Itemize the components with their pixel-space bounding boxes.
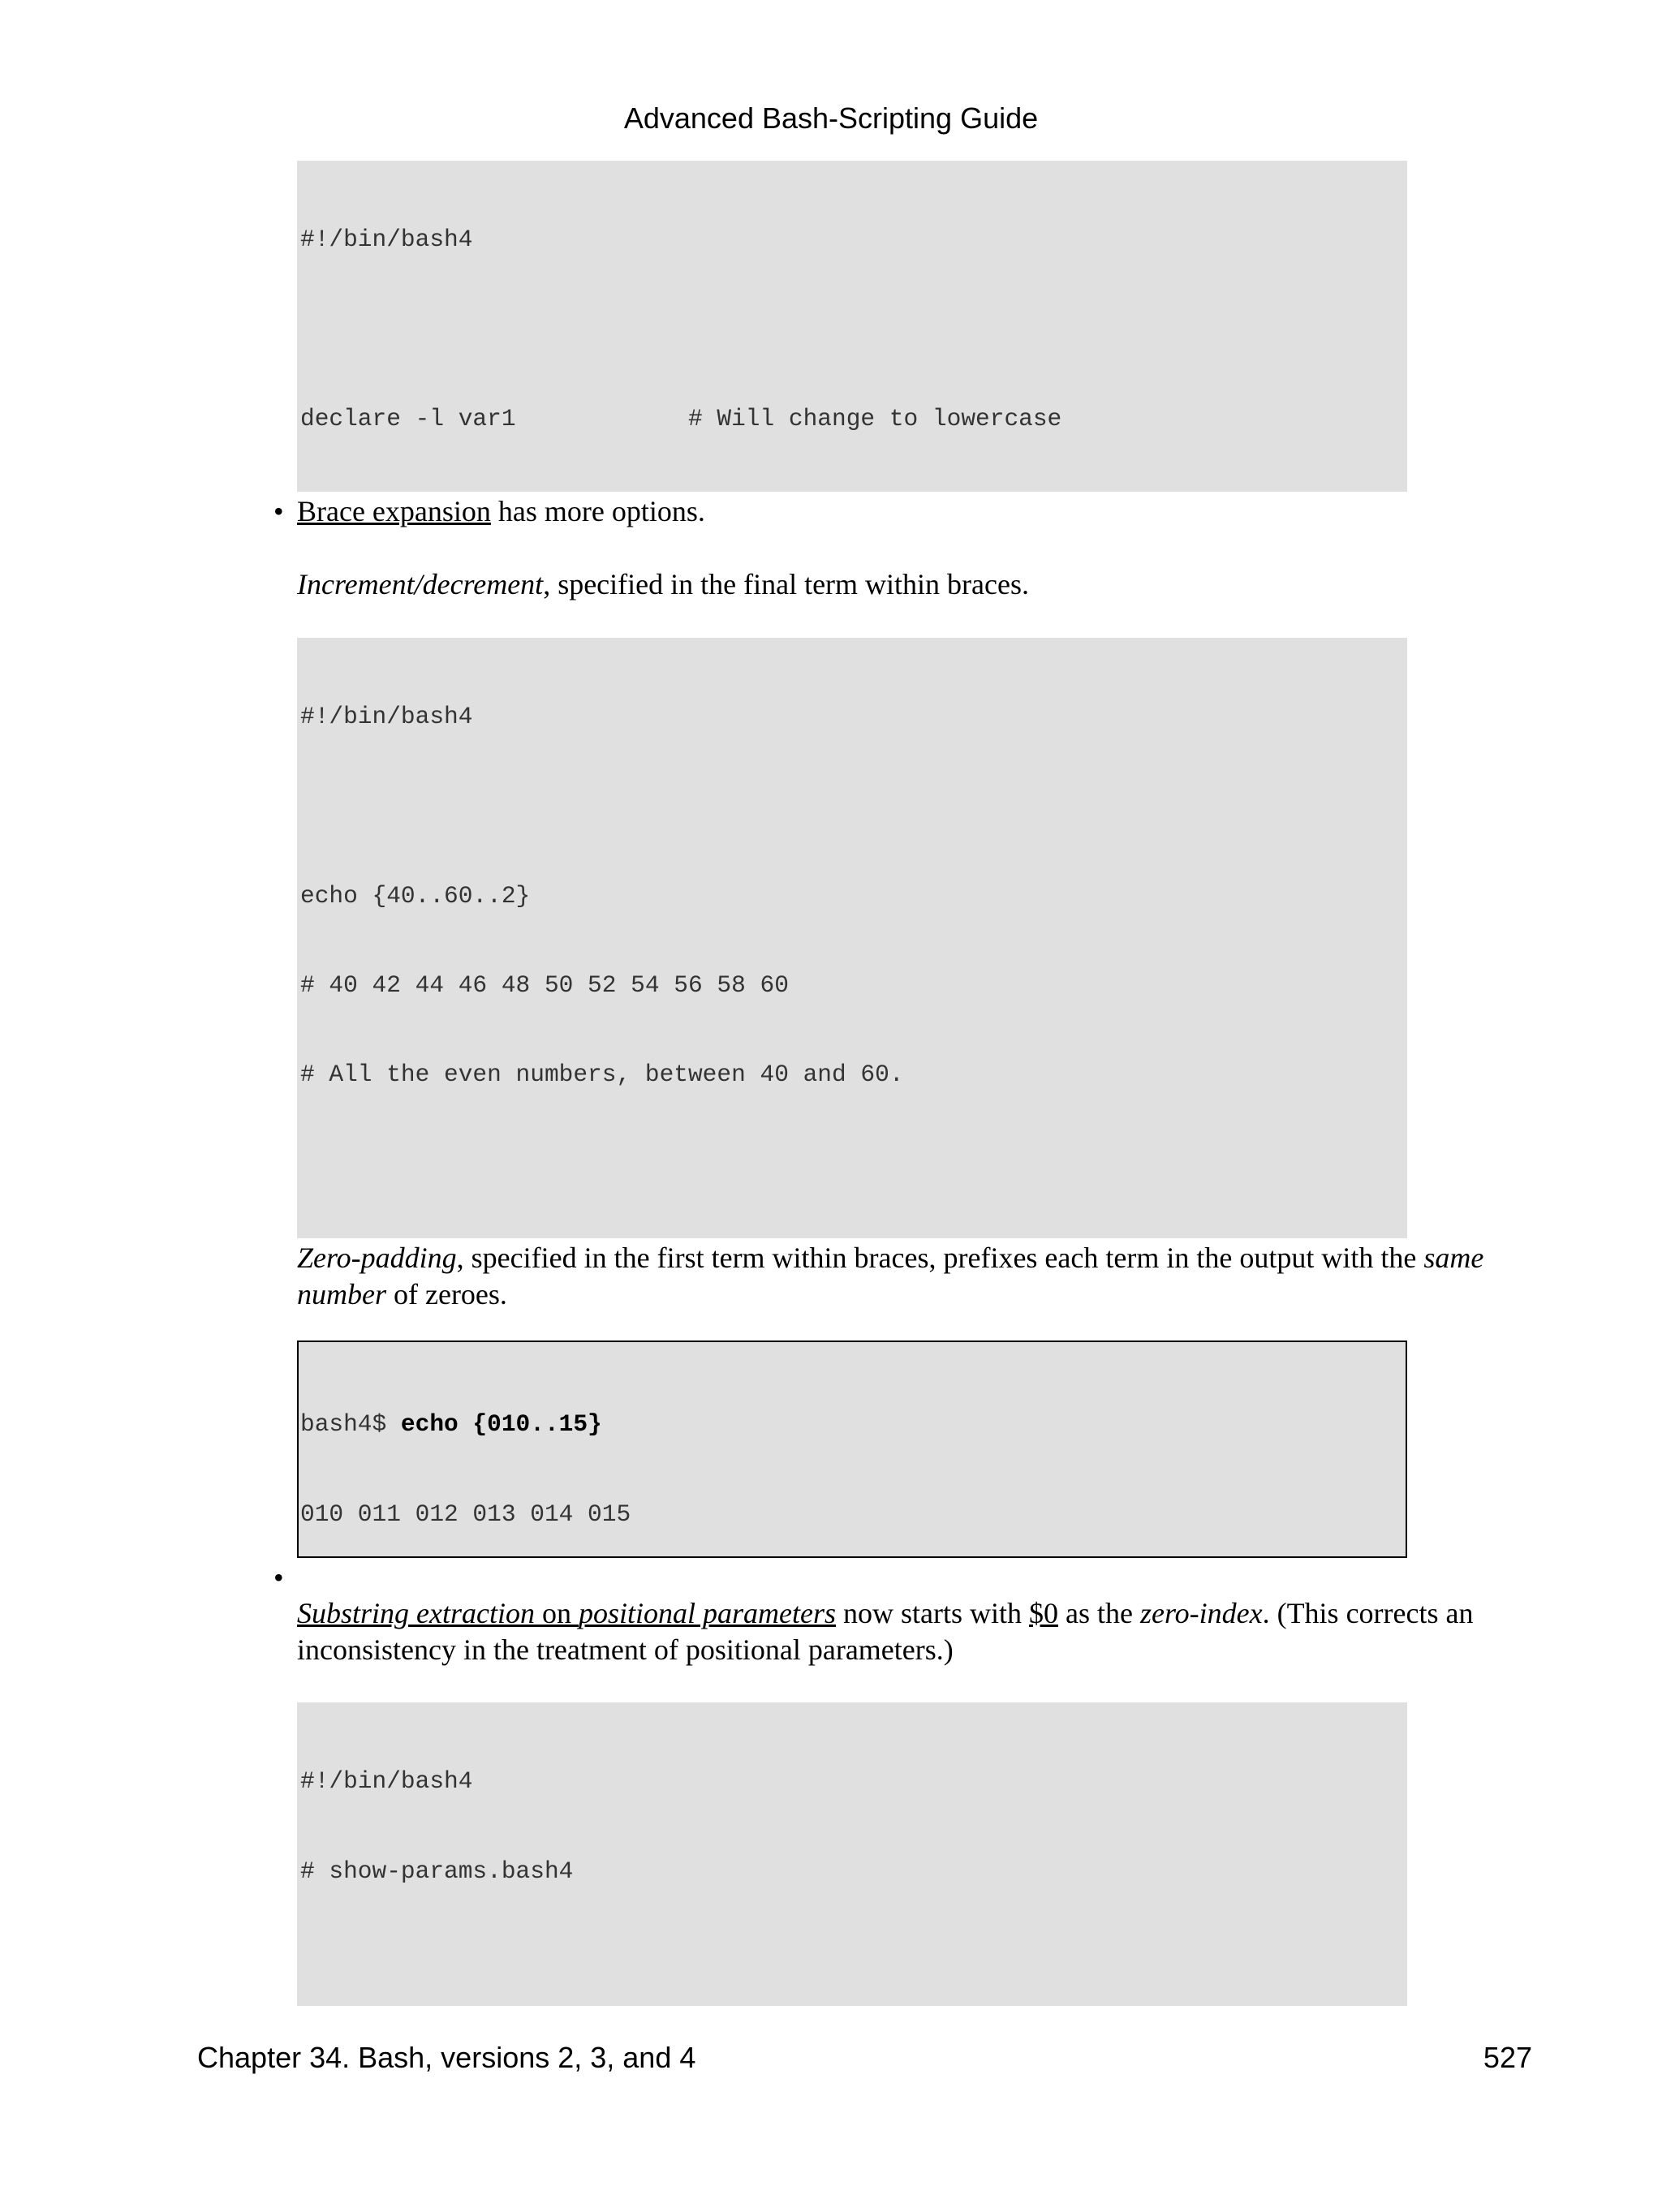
code-line: # show-params.bash4 xyxy=(300,1857,574,1885)
footer-chapter: Chapter 34. Bash, versions 2, 3, and 4 xyxy=(197,2041,696,2074)
number-term: number xyxy=(297,1278,386,1310)
code-line xyxy=(300,1946,1407,1976)
substring-text-3: . (This corrects an inconsistency in the treatment of positional parameters.) xyxy=(297,1597,1474,1666)
running-header: Advanced Bash-Scripting Guide xyxy=(623,101,1039,135)
same-term: same xyxy=(1423,1242,1484,1274)
code-line: #!/bin/bash4 xyxy=(300,1767,473,1796)
code-line: # All the even numbers, between 40 and 60. xyxy=(300,1060,904,1088)
code-line: #!/bin/bash4 xyxy=(300,226,473,254)
dollar-zero-link[interactable]: $0 xyxy=(1029,1597,1058,1629)
code-line: # 40 42 44 46 48 50 52 54 56 58 60 xyxy=(300,970,789,999)
brace-expansion-link[interactable]: Brace expansion xyxy=(297,495,491,527)
substring-paragraph xyxy=(297,1595,1539,1668)
shell-command: echo {010..15} xyxy=(400,1410,602,1439)
brace-expansion-item xyxy=(297,493,1539,530)
bullet-mark: • xyxy=(273,1561,284,1594)
shell-prompt: bash4$ xyxy=(300,1410,401,1439)
substring-extraction-link[interactable]: Substring extraction xyxy=(297,1597,535,1629)
substring-on-text: on xyxy=(534,1597,579,1629)
code-line: declare -l var1 # Will change to lowercase xyxy=(300,404,1062,433)
code-line xyxy=(300,1149,1407,1179)
increment-text: , specified in the final term within braces. xyxy=(543,568,1029,600)
code-block-show-params xyxy=(297,1702,1407,2006)
positional-parameters-link[interactable]: positional parameters xyxy=(578,1597,836,1629)
terminal-zero-padding xyxy=(297,1341,1407,1558)
zero-padding-text-end: of zeroes. xyxy=(386,1278,507,1310)
increment-paragraph xyxy=(297,566,1539,603)
code-block-declare-case xyxy=(297,161,1407,492)
zero-index-term: zero-index xyxy=(1139,1597,1263,1629)
substring-text-2: as the xyxy=(1058,1597,1140,1629)
bullet-text: has more options. xyxy=(490,495,705,527)
code-line xyxy=(300,315,1407,345)
zero-padding-term: Zero-padding xyxy=(297,1242,457,1274)
code-block-brace-increment xyxy=(297,638,1407,1238)
terminal-output: 010 011 012 013 014 015 xyxy=(300,1500,631,1528)
code-line: echo {40..60..2} xyxy=(300,881,531,910)
increment-term: Increment/decrement xyxy=(297,568,544,600)
terminal-line xyxy=(300,1409,1406,1440)
zero-padding-paragraph xyxy=(297,1240,1539,1313)
zero-padding-text: , specified in the first term within braces, prefixes each term in the output with the xyxy=(456,1242,1424,1274)
footer-page-number: 527 xyxy=(1483,2041,1532,2074)
substring-text: now starts with xyxy=(836,1597,1029,1629)
code-line xyxy=(300,792,1407,822)
bullet-mark: • xyxy=(273,495,284,527)
code-line: #!/bin/bash4 xyxy=(300,703,473,731)
